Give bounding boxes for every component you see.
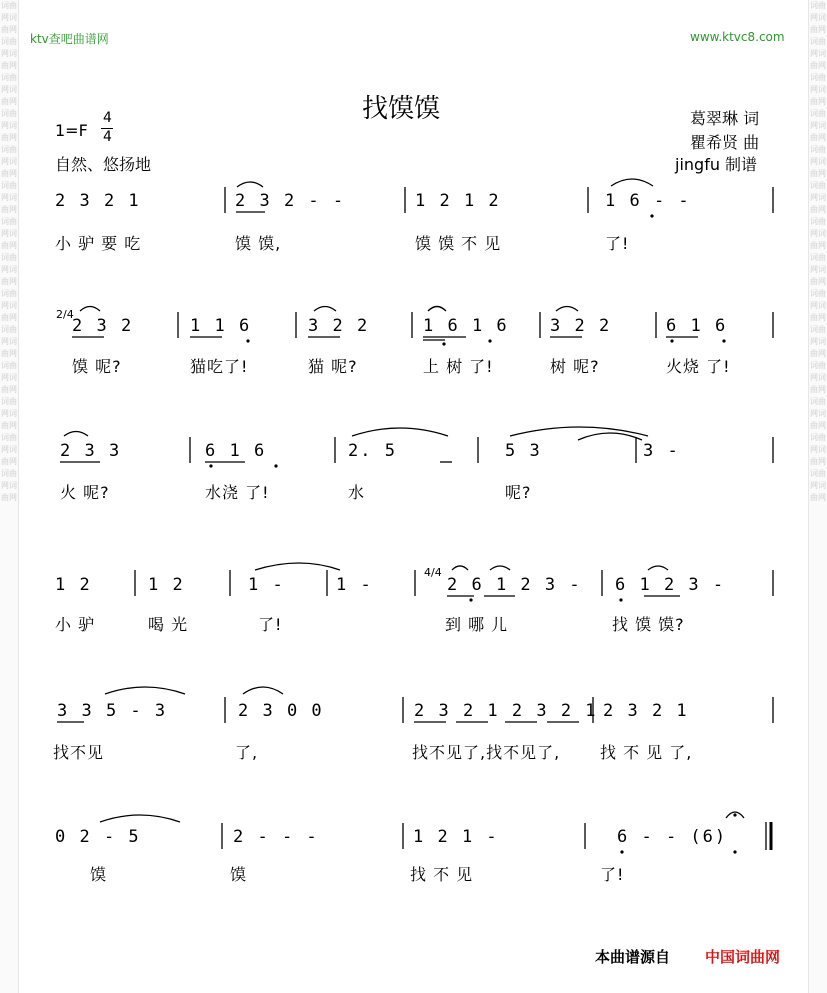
lyric-line: 猫吃了! (190, 357, 249, 376)
lyric-line: 馍 (90, 865, 108, 884)
octave-dot (670, 339, 673, 342)
measure-notes: 2 3 2 - - (235, 191, 346, 211)
measure-notes: 2 6 1 2 3 - (447, 575, 582, 595)
tie (611, 179, 653, 186)
octave-dot (442, 342, 445, 345)
lyric-line: 馍 馍, (235, 234, 282, 253)
tie (314, 307, 336, 312)
measure-notes: 1 1 6 (190, 316, 252, 336)
footer-source-label: 本曲谱源自 (595, 948, 671, 966)
lyric-line: 馍 馍 不 见 (415, 234, 502, 253)
tie (490, 566, 510, 570)
lyric-line: 火 呢? (60, 483, 110, 502)
time-sig-bottom: 4 (103, 129, 112, 145)
lyric-line: 了! (605, 234, 630, 253)
measure-notes: 3 2 2 (308, 316, 370, 336)
lyric-line: 水 (348, 483, 366, 502)
measure-notes: 2 3 3 (60, 441, 122, 461)
measure-notes: 2 - - - (233, 827, 319, 847)
lyric-line: 了, (235, 743, 259, 762)
lyric-line: 猫 呢? (308, 357, 358, 376)
measure-notes: 1 2 (148, 575, 185, 595)
song-title: 找馍馍 (362, 94, 441, 124)
lyric-line: 馍 (230, 865, 248, 884)
measure-notes: 1 2 (55, 575, 92, 595)
lyric-line: 馍 呢? (72, 357, 122, 376)
lyric-line: 找不见了,找不见了, (412, 743, 561, 762)
lyric-line: 喝 光 (148, 615, 189, 634)
octave-dot (650, 214, 653, 217)
measure-notes: 2 3 2 1 (55, 191, 141, 211)
lyric-line: 了! (600, 865, 625, 884)
octave-dot (619, 598, 622, 601)
measure-notes: 1 6 1 6 (423, 316, 509, 336)
measure-notes: 1 - (248, 575, 285, 595)
lyric-line: 找 馍 馍? (612, 615, 685, 634)
left-watermark-text: 词曲网词曲网词曲网词曲网词曲网词曲网词曲网词曲网词曲网词曲网词曲网词曲网词曲网词曲网词曲网词曲网词曲网词曲网词曲网词曲网词曲网词曲网词曲网词曲网词曲网词曲网词曲网词曲网 (1, 1, 17, 502)
measure-notes: 6 - - (6) (617, 827, 728, 847)
tie (255, 563, 340, 570)
octave-dot (733, 850, 736, 853)
tie (105, 687, 185, 694)
row-time-sig: 4/4 (424, 566, 442, 579)
tie (64, 432, 88, 437)
measure-notes: 3 - (643, 441, 680, 461)
octave-dot (246, 339, 249, 342)
tie (352, 428, 448, 436)
transcriber: jingfu 制谱 (675, 155, 758, 174)
lyric-line: 树 呢? (550, 357, 600, 376)
tempo-marking: 自然、悠扬地 (55, 155, 152, 174)
key-signature: 1=F (55, 121, 88, 140)
lyric-line: 水浇 了! (205, 483, 270, 502)
measure-notes: 2 3 2 1 (603, 701, 689, 721)
lyric-line: 小 驴 (55, 615, 96, 634)
lyric-line: 找不见 (53, 743, 105, 762)
tie (556, 307, 578, 312)
tie (578, 433, 642, 440)
tie (237, 182, 263, 187)
tie (648, 566, 668, 570)
octave-dot (469, 598, 472, 601)
measure-notes: 1 2 1 - (413, 827, 499, 847)
measure-notes: 2 3 2 1 2 3 2 1 (414, 701, 598, 721)
tie (100, 815, 180, 822)
measure-notes: 0 2 - 5 (55, 827, 141, 847)
measure-notes: 1 2 1 2 (415, 191, 501, 211)
lyric-line: 上 树 了! (423, 357, 494, 376)
tie (243, 687, 283, 694)
tie (428, 307, 446, 312)
fermata-dot (733, 813, 736, 816)
measure-notes: 6 1 6 (205, 441, 267, 461)
tie (80, 307, 100, 312)
measure-notes: 1 6 - - (605, 191, 691, 211)
lyric-line: 小 驴 要 吃 (55, 234, 142, 253)
measure-notes: 1 - (336, 575, 373, 595)
octave-dot (209, 464, 212, 467)
lyric-line: 找 不 见 了, (600, 743, 693, 762)
measure-notes: 6 1 6 (666, 316, 728, 336)
site-link-right[interactable]: www.ktvc8.com (690, 30, 785, 44)
measure-notes: 3 3 5 - 3 (57, 701, 168, 721)
time-sig-top: 4 (103, 110, 112, 126)
measure-notes: 2 3 0 0 (238, 701, 324, 721)
measure-notes: 3 2 2 (550, 316, 612, 336)
row-time-sig: 2/4 (56, 308, 74, 321)
measure-notes: 6 1 2 3 - (615, 575, 726, 595)
measure-notes: 2. 5 (348, 441, 397, 461)
lyric-line: 了! (258, 615, 283, 634)
right-watermark-text: 词曲网词曲网词曲网词曲网词曲网词曲网词曲网词曲网词曲网词曲网词曲网词曲网词曲网词曲网词曲网词曲网词曲网词曲网词曲网词曲网词曲网词曲网词曲网词曲网词曲网词曲网词曲网词曲网 (810, 1, 826, 502)
octave-dot (722, 339, 725, 342)
lyric-line: 到 哪 儿 (445, 615, 509, 634)
composer: 瞿希贤 曲 (690, 133, 760, 152)
measure-notes: 5 3 (505, 441, 542, 461)
footer-source-site[interactable]: 中国词曲网 (705, 948, 781, 966)
octave-dot (274, 464, 277, 467)
octave-dot (488, 339, 491, 342)
site-link-left[interactable]: ktv查吧曲谱网 (30, 32, 109, 46)
lyricist: 葛翠琳 词 (690, 109, 760, 128)
lyric-line: 呢? (505, 483, 532, 502)
octave-dot (620, 850, 623, 853)
tie (452, 566, 468, 570)
measure-notes: 2 3 2 (72, 316, 134, 336)
lyric-line: 找 不 见 (410, 865, 474, 884)
lyric-line: 火烧 了! (666, 357, 731, 376)
